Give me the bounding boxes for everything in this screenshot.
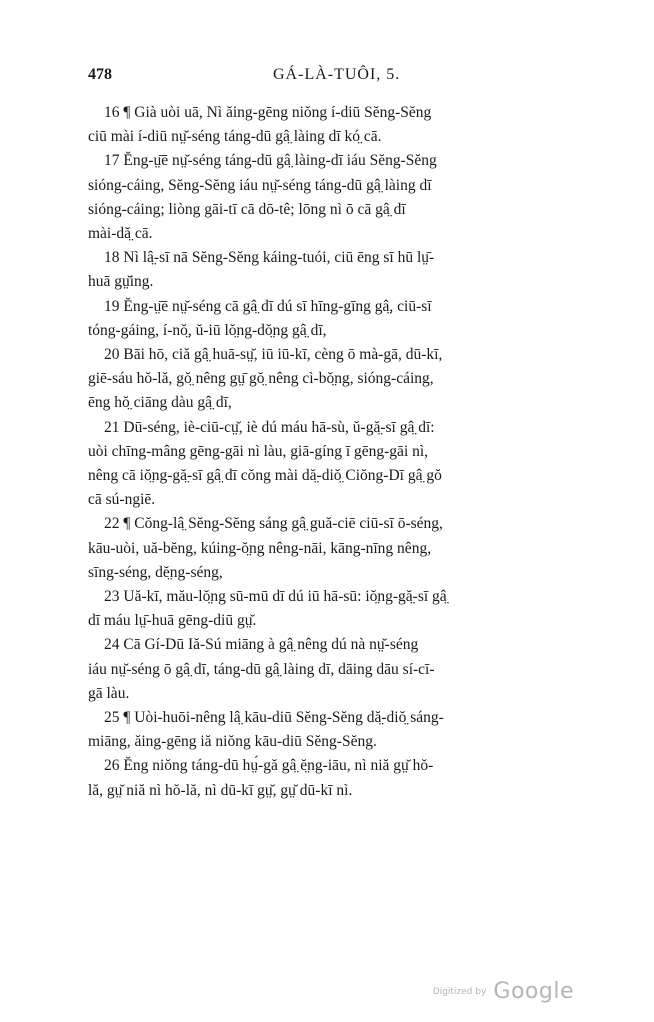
verse-line: iáu nṳ̆-séng ō gâ̤ dī, táng-dū gâ̤ làing dī, dāing dāu sí-cī-	[88, 660, 435, 678]
verse-line: kāu-uòi, uă-bĕng, kúing-ŏ̤ng nêng-nāi, kāng-nīng nêng,	[88, 539, 432, 557]
watermark-prefix: Digitized by	[432, 986, 487, 997]
verse	[88, 706, 570, 754]
verse-line: ciū mài í-diū nṳ̆-séng táng-dū gâ̤ làing dī kó̤ cā.	[88, 128, 382, 146]
verse-first-line: 23 Uă-kī, mău-lŏ̤ng sū-mū dī dú iū hā-sū: iŏ̤ng-gă̤-sī gâ̤	[104, 588, 447, 606]
verse-line: tóng-gáing, í-nŏ̤, ŭ-iū lŏ̤ng-dŏ̤ng gâ̤ dī,	[88, 321, 327, 339]
verse-line: sióng-cáing; liòng gāi-tī cā dō-tê; lōng nì ō cā gâ̤ dī	[88, 200, 406, 218]
running-head: GÁ-LÀ-TUÔI, 5.	[273, 66, 401, 83]
verse	[88, 149, 570, 246]
verse-line: uòi chīng-mâng gēng-gāi nì làu, giā-gíng ī gēng-gāi nì,	[88, 442, 429, 460]
verse	[88, 343, 570, 416]
verse-line: sióng-cáing, Sĕng-Sĕng iáu nṳ̆-séng táng-dū gâ̤ làing dī	[88, 176, 432, 194]
verse-line: ēng hŏ̤ ciāng dàu gâ̤ dī,	[88, 394, 232, 412]
verse-line: sīng-séng, dĕ̤ng-séng,	[88, 563, 223, 581]
verse-line: cā sú-ngiē.	[88, 491, 156, 509]
scripture-text	[88, 101, 570, 803]
digitized-watermark	[433, 979, 574, 1004]
verse-first-line: 18 Nì lâ̤-sī nā Sĕng-Sĕng káing-tuói, ciū ēng sī hū lṳ̄-	[104, 249, 435, 267]
verse-line: gā làu.	[88, 684, 130, 702]
google-logo: Google	[493, 979, 574, 1004]
verse-line: giē-sáu hŏ-lă, gŏ̤ nêng gṳ̄ gŏ̤ nêng cì-bŏ̤ng, sióng-cáing,	[88, 370, 434, 388]
page-header	[88, 66, 570, 90]
verse	[88, 512, 570, 585]
verse	[88, 585, 570, 633]
verse-first-line: 21 Dū-séng, iè-ciū-cṳ̆, iè dú máu hā-sù, ŭ-gă̤-sī gâ̤ dī:	[104, 418, 435, 436]
verse-line: huā gṳ̆ing.	[88, 273, 154, 291]
verse-first-line: 16 ¶ Già uòi uā, Nì ăing-gēng niŏng í-diū Sĕng-Sĕng	[104, 104, 432, 121]
verse-first-line: 20 Bāi hō, ciă gâ̤ huā-sṳ̆, iū iū-kī, cèng ō mà-gā, dū-kī,	[104, 346, 443, 364]
verse-line: lă, gṳ̆ niă nì hŏ-lă, nì dū-kī gṳ̆, gṳ̆ dū-kī nì.	[88, 781, 353, 799]
verse-line: dī máu lṳ̄-huā gēng-diū gṳ̆.	[88, 612, 257, 630]
verse-first-line: 22 ¶ Cŏng-lâ̤ Sĕng-Sĕng sáng gâ̤ guă-ciē ciū-sī ō-séng,	[104, 515, 443, 533]
verse	[88, 633, 570, 706]
verse	[88, 295, 570, 343]
verse-first-line: 19 Ĕng-ṳ̄ē nṳ̆-séng cā gâ̤ dī dú sī hīng-gīng gâ̤, ciū-sī	[104, 297, 432, 315]
page-number: 478	[88, 66, 112, 83]
verse-first-line: 24 Cā Gí-Dū Iă-Sú miāng à gâ̤ nêng dú nà nṳ̆-séng	[104, 636, 419, 654]
verse-line: miāng, ăing-gēng iă niŏng kāu-diū Sĕng-Sĕng.	[88, 733, 377, 751]
verse-line: nêng cā iŏ̤ng-gă̤-sī gâ̤ dī cŏng mài dă̤-diŏ̤ Ciŏng-Dī gâ̤ gŏ	[88, 467, 442, 485]
verse-first-line: 17 Ĕng-ṳ̄ē nṳ̆-séng táng-dū gâ̤ làing-dī iáu Sĕng-Sĕng	[104, 152, 437, 170]
verse-first-line: 26 Ĕng niŏng táng-dū hṳ́-gă gâ̤ ĕ̤ng-iāu, nì niă gṳ̆ hŏ-	[104, 757, 434, 775]
verse	[88, 101, 570, 149]
verse	[88, 754, 570, 802]
verse-line: mài-dă̤ cā.	[88, 225, 153, 243]
verse	[88, 416, 570, 513]
verse-first-line: 25 ¶ Uòi-huōi-nêng lâ̤ kāu-diū Sĕng-Sĕng dă̤-diŏ̤ sáng-	[104, 709, 444, 727]
verse	[88, 246, 570, 294]
